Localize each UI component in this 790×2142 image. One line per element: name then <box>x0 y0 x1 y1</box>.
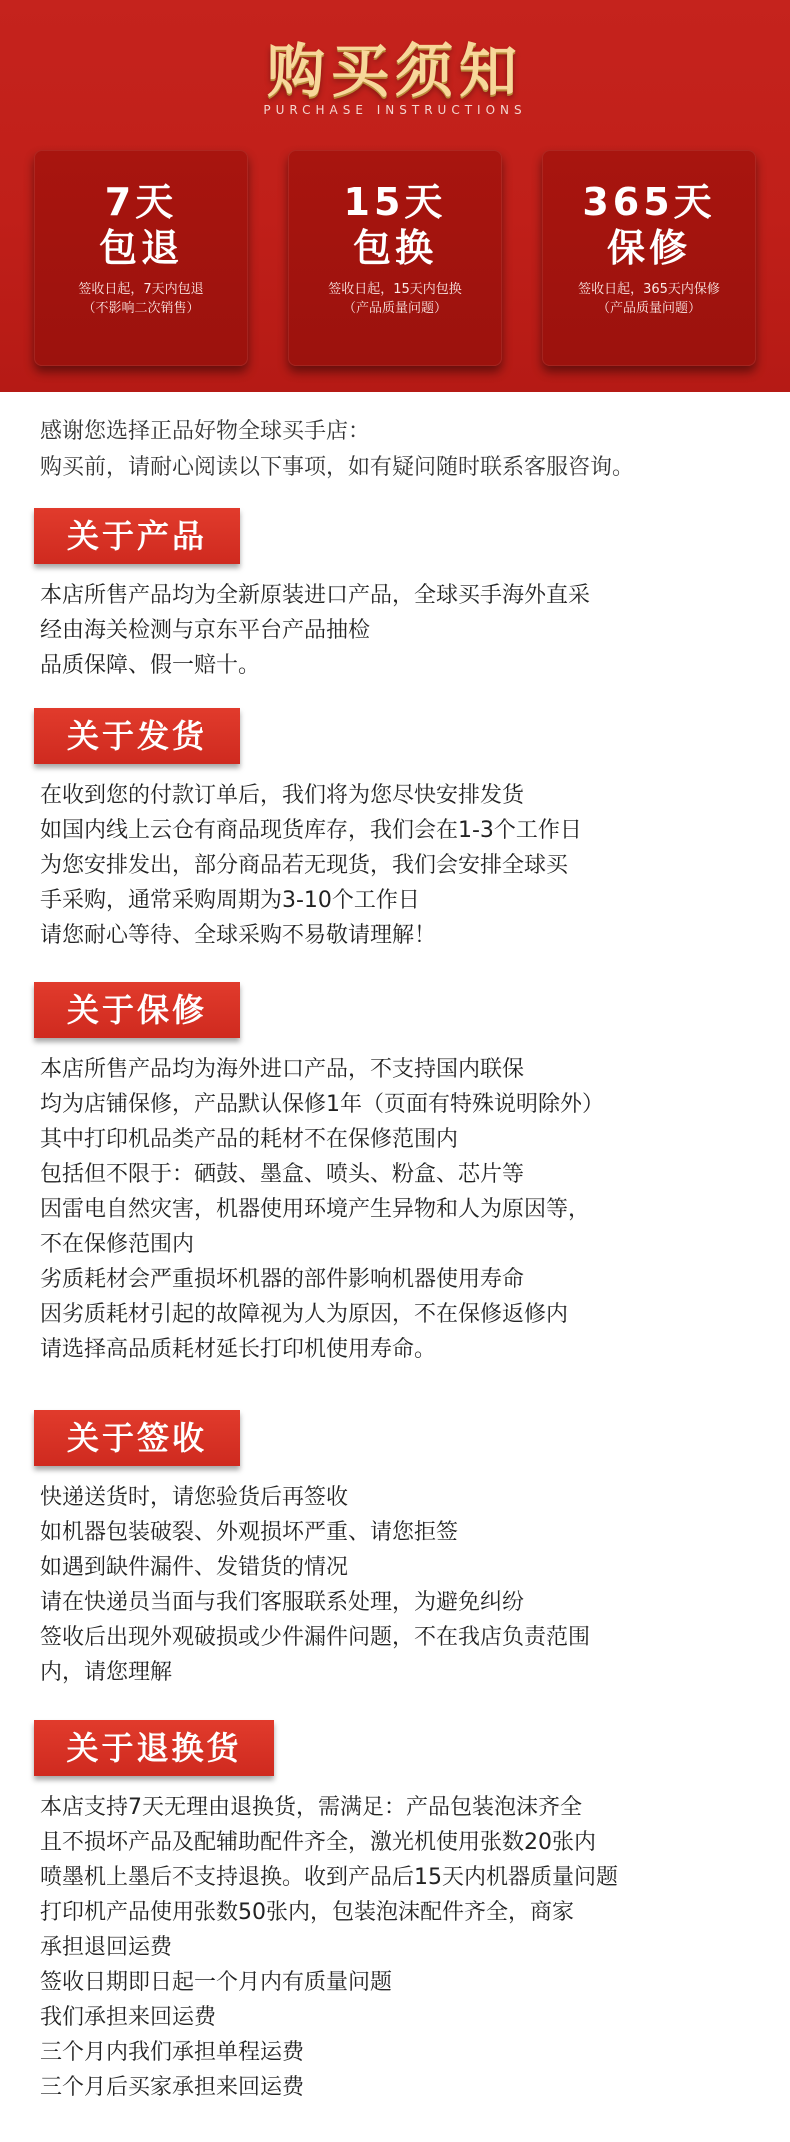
body-line: 且不损坏产品及配辅助配件齐全，激光机使用张数20张内 <box>40 1830 596 1855</box>
guarantee-card-warranty <box>542 150 756 366</box>
card-days: 7天 <box>104 180 178 224</box>
intro-text <box>40 414 634 486</box>
card-days: 365天 <box>582 180 716 224</box>
body-line: 其中打印机品类产品的耗材不在保修范围内 <box>40 1127 459 1152</box>
card-note: 签收日起，365天内保修 <box>578 282 720 297</box>
body-line: 三个月后买家承担来回运费 <box>40 2075 305 2100</box>
card-note-sub: （产品质量问题） <box>596 301 701 316</box>
card-days: 15天 <box>343 180 447 224</box>
body-line: 喷墨机上墨后不支持退换。收到产品后15天内机器质量问题 <box>40 1865 618 1890</box>
section-body-returns <box>40 1790 760 2105</box>
body-line: 因劣质耗材引起的故障视为人为原因，不在保修返修内 <box>40 1302 569 1327</box>
body-line: 本店所售产品均为海外进口产品，不支持国内联保 <box>40 1057 525 1082</box>
section-body-product <box>40 578 760 683</box>
body-line: 三个月内我们承担单程运费 <box>40 2040 305 2065</box>
body-line: 劣质耗材会严重损坏机器的部件影响机器使用寿命 <box>40 1267 525 1292</box>
section-body-signing <box>40 1480 760 1690</box>
body-line: 品质保障、假一赔十。 <box>40 653 261 678</box>
section-label-signing: 关于签收 <box>34 1410 240 1466</box>
page-title: 购买须知 <box>266 37 523 105</box>
body-line: 不在保修范围内 <box>40 1232 195 1257</box>
intro-line: 感谢您选择正品好物全球买手店： <box>40 419 371 444</box>
body-line: 经由海关检测与京东平台产品抽检 <box>40 618 371 643</box>
section-label-warranty: 关于保修 <box>34 982 240 1038</box>
body-line: 手采购，通常采购周期为3-10个工作日 <box>40 888 420 913</box>
body-line: 打印机产品使用张数50张内，包装泡沫配件齐全，商家 <box>40 1900 574 1925</box>
body-line: 请您耐心等待、全球采购不易敬请理解！ <box>40 923 437 948</box>
card-type: 包换 <box>352 226 437 270</box>
body-line: 在收到您的付款订单后，我们将为您尽快安排发货 <box>40 783 525 808</box>
card-note: 签收日起，7天内包退 <box>78 282 204 297</box>
body-line: 承担退回运费 <box>40 1935 173 1960</box>
body-line: 本店支持7天无理由退换货，需满足：产品包装泡沫齐全 <box>40 1795 582 1820</box>
body-line: 请选择高品质耗材延长打印机使用寿命。 <box>40 1337 437 1362</box>
page-subtitle: PURCHASE INSTRUCTIONS <box>263 103 527 117</box>
card-type: 保修 <box>606 226 691 270</box>
section-label-product: 关于产品 <box>34 508 240 564</box>
body-line: 内，请您理解 <box>40 1660 173 1685</box>
body-line: 如遇到缺件漏件、发错货的情况 <box>40 1555 349 1580</box>
body-line: 签收日期即日起一个月内有质量问题 <box>40 1970 393 1995</box>
body-line: 为您安排发出，部分商品若无现货，我们会安排全球买 <box>40 853 569 878</box>
body-line: 我们承担来回运费 <box>40 2005 217 2030</box>
guarantee-card-exchange <box>288 150 502 366</box>
body-line: 如国内线上云仓有商品现货库存，我们会在1-3个工作日 <box>40 818 582 843</box>
body-line: 签收后出现外观破损或少件漏件问题，不在我店负责范围 <box>40 1625 591 1650</box>
section-label-shipping: 关于发货 <box>34 708 240 764</box>
card-note-sub: （不影响二次销售） <box>82 301 200 316</box>
header-banner <box>0 0 790 392</box>
body-line: 如机器包装破裂、外观损坏严重、请您拒签 <box>40 1520 459 1545</box>
guarantee-card-return <box>34 150 248 366</box>
intro-line: 购买前，请耐心阅读以下事项，如有疑问随时联系客服咨询。 <box>40 455 635 480</box>
body-line: 均为店铺保修，产品默认保修1年（页面有特殊说明除外） <box>40 1092 604 1117</box>
body-line: 快递送货时，请您验货后再签收 <box>40 1485 349 1510</box>
section-body-shipping <box>40 778 760 953</box>
section-body-warranty <box>40 1052 760 1367</box>
body-line: 本店所售产品均为全新原装进口产品，全球买手海外直采 <box>40 583 591 608</box>
body-line: 请在快递员当面与我们客服联系处理，为避免纠纷 <box>40 1590 525 1615</box>
card-type: 包退 <box>98 226 183 270</box>
body-line: 包括但不限于：硒鼓、墨盒、喷头、粉盒、芯片等 <box>40 1162 525 1187</box>
card-note: 签收日起，15天内包换 <box>328 282 462 297</box>
body-line: 因雷电自然灾害，机器使用环境产生异物和人为原因等， <box>40 1197 591 1222</box>
card-note-sub: （产品质量问题） <box>342 301 447 316</box>
section-label-returns: 关于退换货 <box>34 1720 274 1776</box>
